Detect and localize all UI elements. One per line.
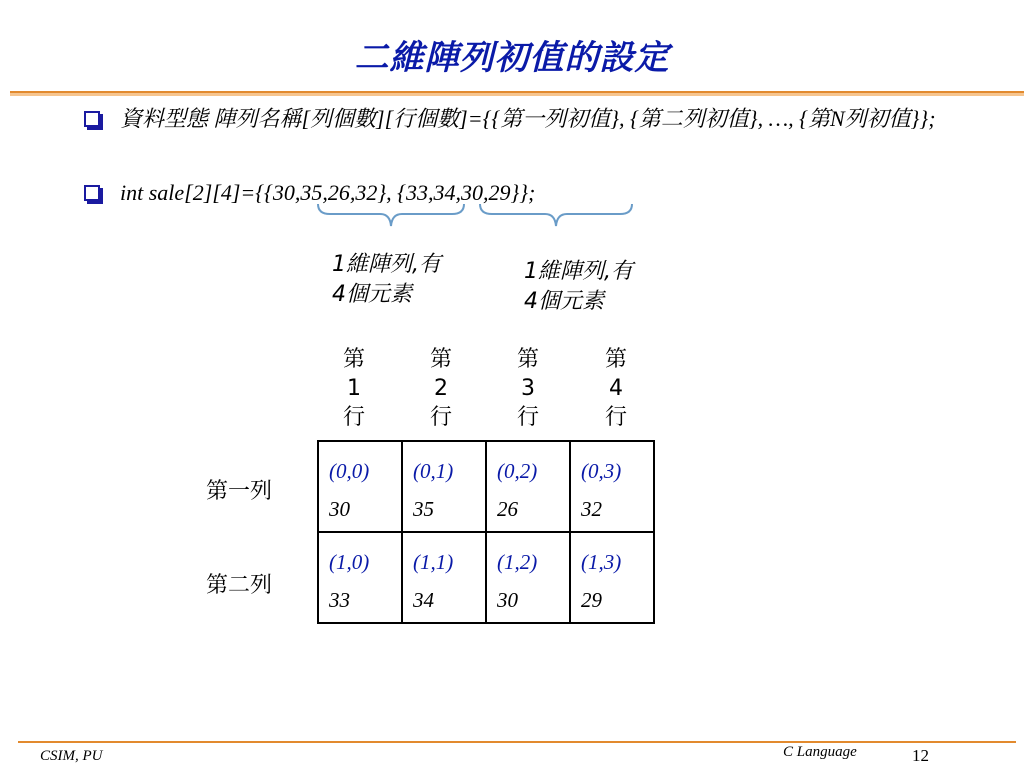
column-header-1 [334, 345, 374, 432]
grid-cell [486, 532, 570, 623]
brace-first-row [316, 200, 466, 234]
cell-index: (1,0) [329, 550, 370, 574]
checkbox-bullet-icon [84, 185, 100, 201]
annotation-line: 1維陣列,有 [524, 259, 633, 284]
cell-value: 30 [329, 497, 350, 521]
grid-cell [318, 532, 402, 623]
cell-index: (1,3) [581, 550, 622, 574]
title-divider [10, 91, 1024, 96]
cell-index: (1,2) [497, 550, 538, 574]
grid-row [318, 441, 654, 532]
column-header-3 [508, 345, 548, 432]
cell-value: 29 [581, 588, 602, 612]
column-header-number: 1 [347, 376, 361, 401]
slide-title: 二維陣列初值的設定 [354, 40, 670, 77]
annotation-line: 4個元素 [524, 289, 604, 314]
grid-row [318, 532, 654, 623]
column-header-text: 行 [342, 405, 365, 430]
row-header-first: 第一列 [206, 479, 273, 504]
grid-cell [570, 441, 654, 532]
page-number: 12 [912, 746, 929, 765]
column-header-text: 第 [429, 347, 452, 372]
column-header-4 [596, 345, 636, 432]
column-header-text: 第 [516, 347, 539, 372]
column-header-text: 第 [604, 347, 627, 372]
grid-cell [318, 441, 402, 532]
grid-cell [486, 441, 570, 532]
column-header-text: 行 [604, 405, 627, 430]
bullet-text-example: int sale[2][4]={{30,35,26,32}, {33,34,30,29}}; [120, 180, 536, 205]
cell-value: 26 [497, 497, 518, 521]
bullet-text-syntax: 資料型態 陣列名稱[列個數][行個數]={{第一列初值}, {第二列初值}, …, {第N列初值}}; [120, 106, 936, 131]
cell-index: (1,1) [413, 550, 454, 574]
checkbox-bullet-icon [84, 111, 100, 127]
column-header-text: 行 [516, 405, 539, 430]
annotation-line: 4個元素 [332, 282, 412, 307]
cell-value: 35 [413, 497, 434, 521]
column-header-number: 2 [434, 376, 448, 401]
bullet-item-syntax [84, 102, 954, 136]
footer-divider [18, 741, 1016, 743]
cell-value: 33 [329, 588, 350, 612]
cell-index: (0,0) [329, 459, 370, 483]
row-header-second: 第二列 [206, 573, 273, 598]
annotation-line: 1維陣列,有 [332, 252, 441, 277]
grid-cell [402, 441, 486, 532]
cell-index: (0,1) [413, 459, 454, 483]
cell-index: (0,3) [581, 459, 622, 483]
grid-cell [402, 532, 486, 623]
footer-institution: CSIM, PU [40, 748, 103, 764]
column-header-number: 3 [521, 376, 535, 401]
footer-course: C Language [783, 744, 857, 760]
annotation-first-row [332, 250, 441, 310]
cell-value: 34 [413, 588, 434, 612]
cell-value: 32 [581, 497, 602, 521]
grid-cell [570, 532, 654, 623]
column-header-2 [421, 345, 461, 432]
column-header-text: 行 [429, 405, 452, 430]
cell-index: (0,2) [497, 459, 538, 483]
column-header-number: 4 [609, 376, 623, 401]
brace-second-row [478, 200, 634, 234]
annotation-second-row [524, 257, 633, 317]
array-grid [317, 440, 655, 624]
cell-value: 30 [497, 588, 518, 612]
column-header-text: 第 [342, 347, 365, 372]
